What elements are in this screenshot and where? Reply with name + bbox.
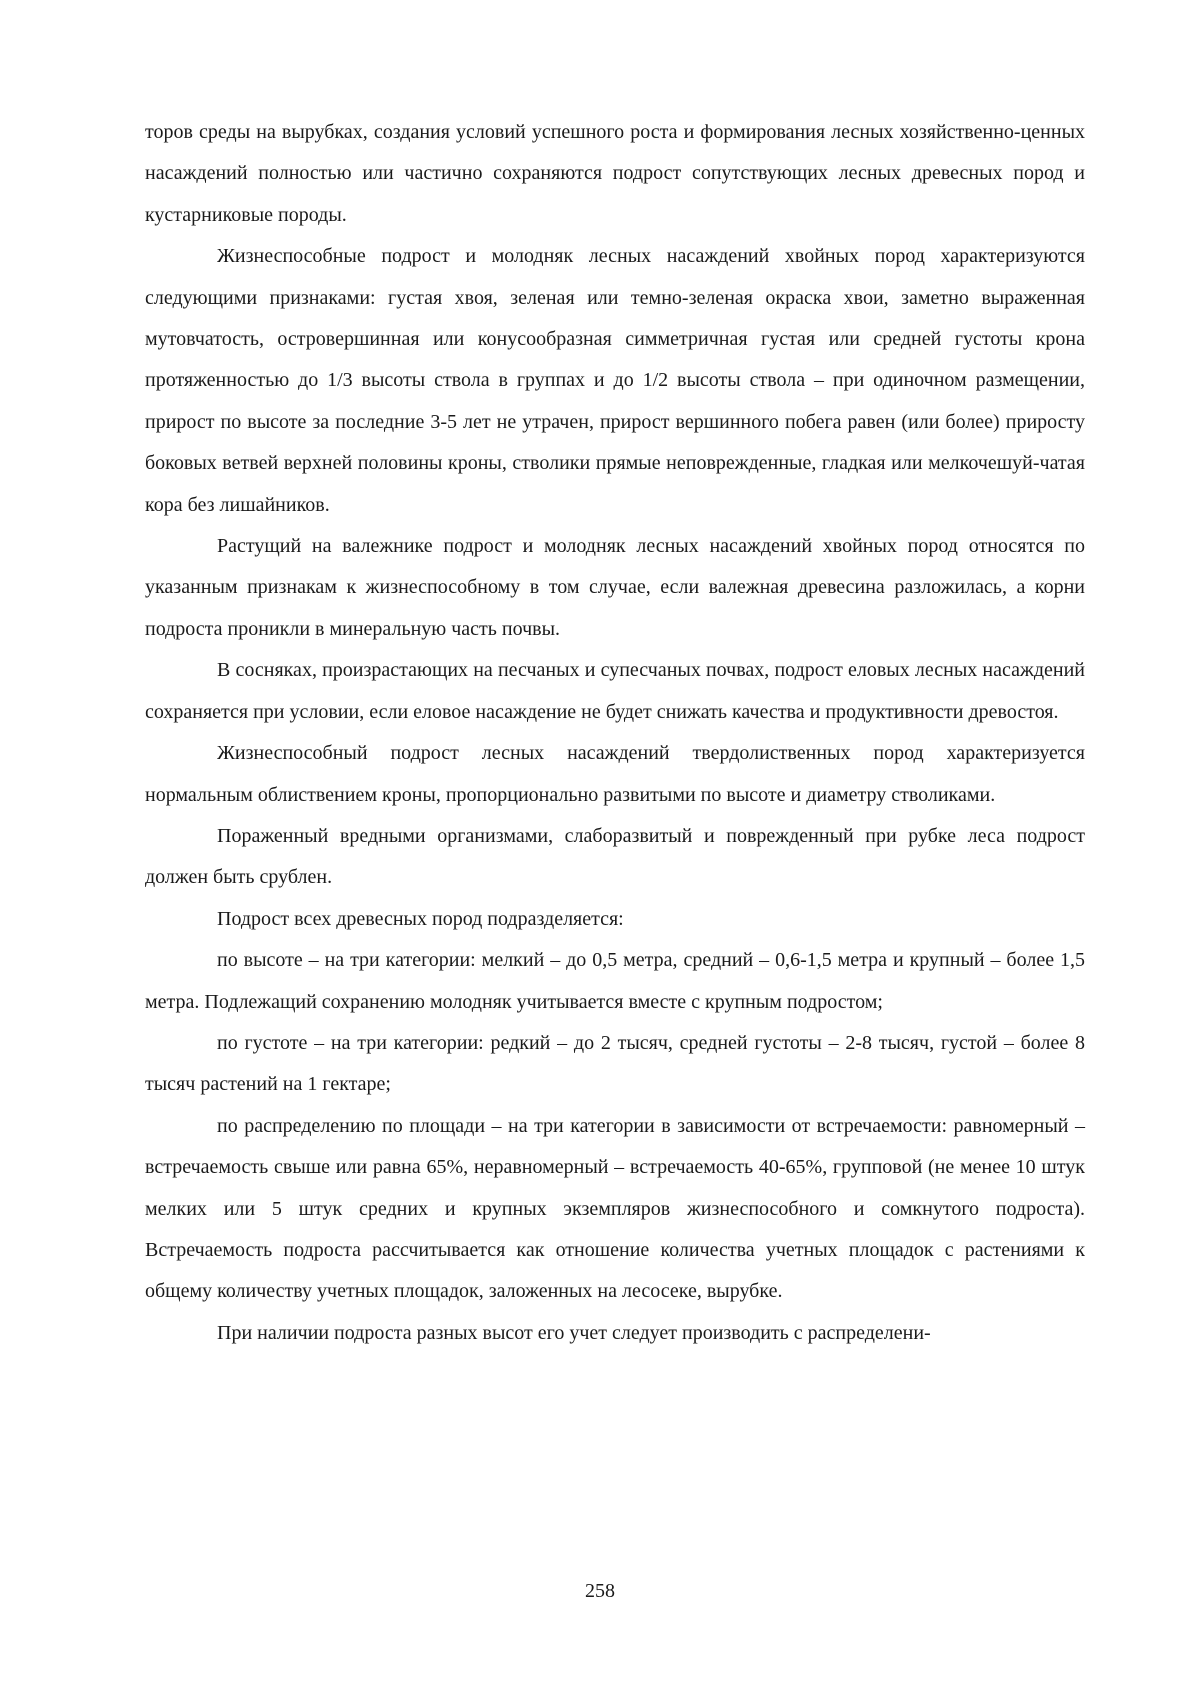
paragraph-hardwood-signs: Жизнеспособный подрост лесных насаждений твердолиственных пород характеризуется нормальным облиствением кроны, пропорционально развитыми по высоте и диаметру стволиками. — [145, 742, 1085, 806]
page-number: 258 — [585, 1580, 615, 1602]
paragraph-conifer-signs: Жизнеспособные подрост и молодняк лесных насаждений хвойных пород характеризуются следующими признаками: густая хвоя, зеленая или темно-зеленая окраска хвои, заметно выраженная мутовчатость, островершинная или конусообразная симметричная густая или средней густоты крона протяженностью до 1/3 высоты ствола в группах и до 1/2 высоты ствола – при одиночном размещении, прирост по высоте за последние 3-5 лет не утрачен, прирост вершинного побега равен (или более) приросту боковых ветвей верхней половины кроны, стволики прямые неповрежденные, гладкая или мелкочешуй-чатая кора без лишайников. — [145, 245, 1085, 516]
body-text — [145, 112, 1085, 1354]
paragraph-damaged-growth: Пораженный вредными организмами, слаборазвитый и поврежденный при рубке леса подрост должен быть срублен. — [145, 824, 1085, 889]
paragraph-continuation: торов среды на вырубках, создания условий успешного роста и формирования лесных хозяйственно-ценных насаждений полностью или частично сохраняются подрост сопутствующих лесных древесных пород и кустарниковые породы. — [145, 121, 1085, 226]
paragraph-by-distribution: по распределению по площади – на три категории в зависимости от встречаемости: равномерный – встречаемость свыше или равна 65%, неравномерный – встречаемость 40-65%, групповой (не менее 10 штук мелких или 5 штук средних и крупных экземпляров жизнеспособного и сомкнутого подроста). Встречаемость подроста рассчитывается как отношение количества учетных площадок с растениями к общему количеству учетных площадок, заложенных на лесосеке, вырубке. — [145, 1114, 1085, 1303]
paragraph-mixed-heights: При наличии подроста разных высот его учет следует производить с распределени- — [217, 1321, 931, 1344]
paragraph-by-density: по густоте – на три категории: редкий – до 2 тысяч, средней густоты – 2-8 тысяч, густой – более 8 тысяч растений на 1 гектаре; — [145, 1031, 1085, 1096]
paragraph-deadwood-growth: Растущий на валежнике подрост и молодняк лесных насаждений хвойных пород относятся по указанным признакам к жизнеспособному в том случае, если валежная древесина разложилась, а корни подроста проникли в минеральную часть почвы. — [145, 535, 1085, 640]
paragraph-pine-stands: В сосняках, произрастающих на песчаных и супесчаных почвах, подрост еловых лесных насаждений сохраняется при условии, если еловое насаждение не будет снижать качества и продуктивности древостоя. — [145, 659, 1085, 723]
paragraph-by-height: по высоте – на три категории: мелкий – до 0,5 метра, средний – 0,6-1,5 метра и крупный – более 1,5 метра. Подлежащий сохранению молодняк учитывается вместе с крупным подростом; — [145, 949, 1085, 1013]
paragraph-classification-intro: Подрост всех древесных пород подразделяется: — [217, 907, 624, 930]
